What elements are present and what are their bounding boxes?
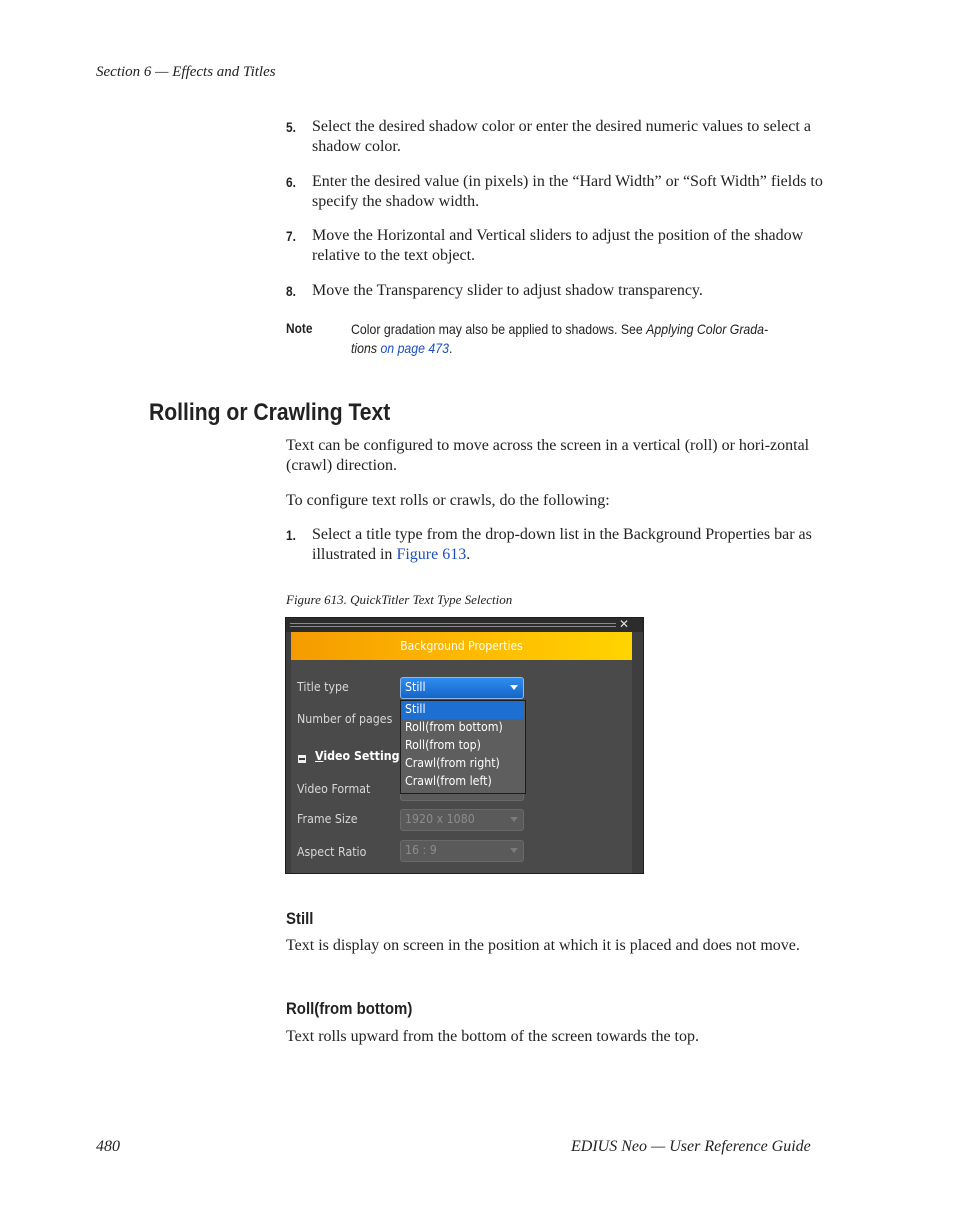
option-still[interactable] xyxy=(402,701,524,719)
step-number: 8. xyxy=(286,283,296,299)
step1-body: Select a title type from the drop-down list in the Background Properties bar as illustrated in xyxy=(312,526,812,563)
step-text: Enter the desired value (in pixels) in the “Hard Width” or “Soft Width” fields to specify the shadow width. xyxy=(312,173,823,210)
figure-link[interactable]: Figure 613 xyxy=(396,546,467,563)
option-label: Roll(from bottom) xyxy=(405,720,503,734)
option-crawl-from-left[interactable] xyxy=(402,773,524,791)
aspect-ratio-select xyxy=(400,840,524,862)
number-of-pages-label: Number of pages xyxy=(297,712,393,726)
close-icon[interactable]: ✕ xyxy=(619,617,630,631)
background-properties-bar xyxy=(291,632,632,660)
step-number: 5. xyxy=(286,119,296,135)
quicktitler-screenshot xyxy=(285,617,644,874)
step-7 xyxy=(286,226,831,266)
note-page-link[interactable]: on page 473 xyxy=(380,340,449,356)
title-type-label: Title type xyxy=(297,680,349,694)
note-end: . xyxy=(448,340,453,356)
note-ref-title-cont: tions xyxy=(351,340,378,356)
step-number: 6. xyxy=(286,174,296,190)
collapse-icon[interactable] xyxy=(298,755,306,763)
subsection-heading-still: Still xyxy=(286,909,314,928)
step1-end: . xyxy=(466,546,471,563)
step-number: 1. xyxy=(286,527,296,543)
figure-caption: Figure 613. QuickTitler Text Type Selection xyxy=(286,592,513,607)
subsection-heading-roll: Roll(from bottom) xyxy=(286,999,413,1018)
chevron-down-icon xyxy=(510,685,518,690)
frame-size-label: Frame Size xyxy=(297,812,358,826)
section-intro-2: To configure text rolls or crawls, do the following: xyxy=(286,492,610,509)
title-type-select[interactable] xyxy=(400,677,524,699)
chevron-down-icon xyxy=(510,817,518,822)
title-type-dropdown xyxy=(400,700,526,794)
aspect-ratio-value: 16 : 9 xyxy=(405,843,437,857)
note-body: Color gradation may also be applied to shadows. See xyxy=(351,321,647,337)
step-8 xyxy=(286,281,831,301)
step-text: Move the Horizontal and Vertical sliders to adjust the position of the shadow relative to the text object. xyxy=(312,227,804,264)
subsection-text-roll: Text rolls upward from the bottom of the screen towards the top. xyxy=(286,1028,699,1045)
option-label: Crawl(from right) xyxy=(405,756,500,770)
aspect-ratio-label: Aspect Ratio xyxy=(297,845,367,859)
video-settings-heading xyxy=(315,749,399,763)
grip-line xyxy=(290,626,616,627)
step-text xyxy=(312,525,831,565)
video-settings-mnemonic: V xyxy=(315,749,324,763)
running-head: Section 6 — Effects and Titles xyxy=(96,64,276,80)
step-text: Move the Transparency slider to adjust shadow transparency. xyxy=(312,282,703,299)
video-format-label: Video Format xyxy=(297,782,371,796)
option-roll-from-bottom[interactable] xyxy=(402,719,524,737)
page-number: 480 xyxy=(96,1138,120,1155)
note-text xyxy=(351,320,769,358)
video-settings-label: ideo Setting xyxy=(323,749,400,763)
option-label: Roll(from top) xyxy=(405,738,481,752)
step-1 xyxy=(286,525,831,565)
step-6 xyxy=(286,172,831,212)
option-roll-from-top[interactable] xyxy=(402,737,524,755)
section-heading: Rolling or Crawling Text xyxy=(149,399,391,426)
title-type-value: Still xyxy=(405,680,426,694)
panel-title: Background Properties xyxy=(400,639,523,653)
step-5 xyxy=(286,117,831,157)
guide-title: EDIUS Neo — User Reference Guide xyxy=(571,1138,811,1155)
step-text: Select the desired shadow color or enter the desired numeric values to select a shadow color. xyxy=(312,118,811,155)
option-label: Crawl(from left) xyxy=(405,774,492,788)
chevron-down-icon xyxy=(510,848,518,853)
note-label: Note xyxy=(286,320,313,336)
option-crawl-from-right[interactable] xyxy=(402,755,524,773)
grip-line xyxy=(290,623,616,624)
section-intro-1: Text can be configured to move across the screen in a vertical (roll) or hori-zontal (crawl) direction. xyxy=(286,437,810,474)
frame-size-value: 1920 x 1080 xyxy=(405,812,475,826)
option-label: Still xyxy=(405,702,426,716)
step-number: 7. xyxy=(286,228,296,244)
panel-titlebar xyxy=(286,618,643,632)
subsection-text-still: Text is display on screen in the position at which it is placed and does not move. xyxy=(286,937,800,954)
frame-size-select xyxy=(400,809,524,831)
note-ref-title: Applying Color Grada- xyxy=(646,321,769,337)
